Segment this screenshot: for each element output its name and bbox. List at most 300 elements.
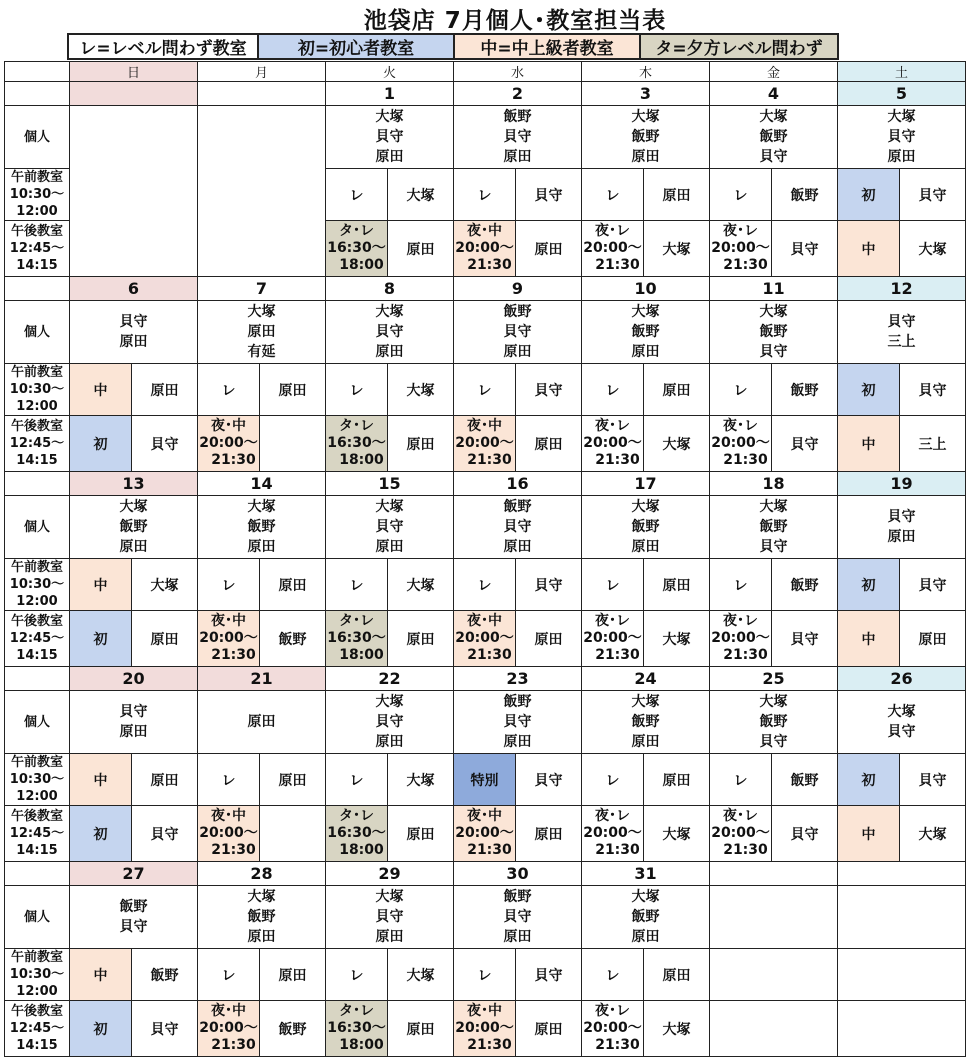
personal-staff-name: 貝守 — [887, 314, 916, 330]
pm-class-staff: 大塚 — [644, 806, 710, 862]
pm-class-code — [454, 416, 516, 472]
pm-class-code — [582, 1001, 644, 1057]
am-class-code: 中 — [70, 364, 132, 416]
row-label-personal: 個人 — [5, 301, 70, 364]
pm-class-start: 20:00～ — [455, 435, 514, 451]
date-number: 17 — [582, 472, 710, 496]
personal-staff — [838, 106, 966, 169]
personal-staff-name: 原田 — [503, 929, 532, 945]
weekday-header: 木 — [582, 62, 710, 82]
pm-class-start: 20:00～ — [583, 435, 642, 451]
am-class-code: レ — [198, 949, 260, 1001]
date-number: 7 — [198, 277, 326, 301]
personal-staff-name: 貝守 — [887, 509, 916, 525]
pm-class-code — [710, 806, 772, 862]
am-class-staff: 大塚 — [388, 949, 454, 1001]
am-class-code: レ — [326, 754, 388, 806]
pm-class-type: 夜･中 — [467, 1003, 502, 1019]
date-number: 6 — [70, 277, 198, 301]
row-label-pm-pm_time1: 12:45～ — [9, 436, 65, 451]
pm-class-end: 21:30 — [467, 842, 512, 858]
pm-class-start: 20:00～ — [455, 825, 514, 841]
am-class-staff: 飯野 — [772, 754, 838, 806]
am-class-code: 初 — [838, 364, 900, 416]
am-class-code: 初 — [838, 559, 900, 611]
personal-staff — [326, 691, 454, 754]
personal-staff-name: 飯野 — [631, 519, 660, 535]
personal-staff-name: 原田 — [503, 539, 532, 555]
pm-class-start: 20:00～ — [455, 1020, 514, 1036]
pm-class-code — [582, 806, 644, 862]
pm-class-staff: 大塚 — [900, 221, 966, 277]
personal-staff-name: 大塚 — [631, 694, 660, 710]
personal-staff-name: 大塚 — [887, 704, 916, 720]
personal-staff-name: 貝守 — [759, 734, 788, 750]
personal-staff — [70, 301, 198, 364]
personal-staff-name: 貝守 — [887, 129, 916, 145]
personal-staff-name: 貝守 — [375, 714, 404, 730]
personal-staff-name: 大塚 — [375, 889, 404, 905]
pm-class-code — [198, 806, 260, 862]
am-class-staff: 貝守 — [900, 754, 966, 806]
personal-staff-name: 貝守 — [375, 519, 404, 535]
pm-class-end: 21:30 — [211, 452, 256, 468]
pm-class-staff: 原田 — [516, 221, 582, 277]
personal-staff-name: 原田 — [119, 334, 148, 350]
personal-staff-name: 飯野 — [503, 694, 532, 710]
weekday-header: 日 — [70, 62, 198, 82]
am-class-code: レ — [582, 754, 644, 806]
row-label-pm — [5, 221, 70, 277]
personal-staff — [582, 301, 710, 364]
pm-class-code — [582, 221, 644, 277]
row-label-am-am_time1: 10:30～ — [9, 577, 65, 592]
pm-class-code: 初 — [70, 611, 132, 667]
row-label-pm-pm_time1: 12:45～ — [9, 631, 65, 646]
personal-staff-name: 飯野 — [631, 129, 660, 145]
am-class-code: 初 — [838, 169, 900, 221]
personal-staff-name: 大塚 — [375, 304, 404, 320]
am-class-staff: 飯野 — [132, 949, 198, 1001]
pm-class-type: 夜･中 — [467, 418, 502, 434]
row-label-am — [5, 169, 70, 221]
personal-staff-name: 貝守 — [887, 724, 916, 740]
pm-class-code — [326, 416, 388, 472]
pm-class-staff: 原田 — [388, 1001, 454, 1057]
date-number: 16 — [454, 472, 582, 496]
pm-class-code — [198, 611, 260, 667]
personal-staff-name: 貝守 — [119, 314, 148, 330]
personal-staff-name: 飯野 — [631, 324, 660, 340]
am-class-code: レ — [454, 364, 516, 416]
pm-class-start: 16:30～ — [327, 1020, 386, 1036]
pm-class-code — [326, 1001, 388, 1057]
am-class-code: 中 — [70, 559, 132, 611]
pm-class-end: 18:00 — [339, 1037, 384, 1053]
am-class-staff: 大塚 — [388, 754, 454, 806]
pm-class-code — [454, 611, 516, 667]
personal-staff-name: 貝守 — [503, 714, 532, 730]
legend-level-any: レ=レベル問わず教室 — [69, 35, 259, 58]
row-label-am-am_title: 午前教室 — [10, 950, 63, 965]
pm-class-end: 21:30 — [211, 1037, 256, 1053]
date-number: 19 — [838, 472, 966, 496]
row-label-personal: 個人 — [5, 106, 70, 169]
personal-staff-name: 原田 — [119, 724, 148, 740]
header-corner — [5, 62, 70, 82]
pm-class-end: 21:30 — [211, 842, 256, 858]
empty-cell — [710, 949, 838, 1001]
pm-class-end: 21:30 — [595, 257, 640, 273]
pm-class-staff: 貝守 — [772, 806, 838, 862]
row-label-pm-pm_title: 午後教室 — [10, 614, 63, 629]
pm-class-staff — [260, 806, 326, 862]
pm-class-staff: 原田 — [388, 221, 454, 277]
pm-class-start: 16:30～ — [327, 630, 386, 646]
row-label-personal: 個人 — [5, 886, 70, 949]
pm-class-end: 21:30 — [467, 452, 512, 468]
pm-class-type: 夜･中 — [211, 418, 246, 434]
am-class-staff: 原田 — [644, 754, 710, 806]
am-class-code: レ — [198, 559, 260, 611]
personal-staff-name: 原田 — [503, 344, 532, 360]
date-number: 27 — [70, 862, 198, 886]
pm-class-end: 21:30 — [595, 452, 640, 468]
pm-class-type: 夜･レ — [723, 613, 758, 629]
pm-class-end: 21:30 — [595, 1037, 640, 1053]
empty-cell — [838, 949, 966, 1001]
date-number: 1 — [326, 82, 454, 106]
am-class-staff: 原田 — [260, 559, 326, 611]
pm-class-end: 21:30 — [595, 647, 640, 663]
am-class-code: 中 — [70, 754, 132, 806]
date-number: 21 — [198, 667, 326, 691]
pm-class-type: 夜･レ — [723, 418, 758, 434]
pm-class-end: 21:30 — [723, 842, 768, 858]
row-label-am-am_title: 午前教室 — [10, 170, 63, 185]
pm-class-start: 16:30～ — [327, 435, 386, 451]
row-label-pm — [5, 1001, 70, 1057]
row-label-date — [5, 667, 70, 691]
pm-class-staff: 原田 — [388, 611, 454, 667]
pm-class-start: 20:00～ — [711, 240, 770, 256]
personal-staff-name: 大塚 — [375, 109, 404, 125]
empty-cell — [838, 886, 966, 949]
pm-class-end: 21:30 — [467, 1037, 512, 1053]
personal-staff — [838, 301, 966, 364]
am-class-staff: 大塚 — [388, 364, 454, 416]
pm-class-code — [710, 416, 772, 472]
am-class-code: レ — [582, 949, 644, 1001]
personal-staff-name: 飯野 — [503, 499, 532, 515]
personal-staff-name: 原田 — [503, 734, 532, 750]
personal-staff-name: 飯野 — [759, 129, 788, 145]
row-label-am-am_time1: 10:30～ — [9, 187, 65, 202]
personal-staff-name: 大塚 — [119, 499, 148, 515]
am-class-staff: 貝守 — [516, 169, 582, 221]
row-label-date — [5, 472, 70, 496]
am-class-code: レ — [582, 559, 644, 611]
row-label-am-am_time2: 12:00 — [16, 789, 58, 804]
pm-class-start: 20:00～ — [199, 435, 258, 451]
personal-staff-name: 原田 — [375, 929, 404, 945]
pm-class-end: 21:30 — [723, 257, 768, 273]
am-class-code: レ — [582, 169, 644, 221]
date-number: 26 — [838, 667, 966, 691]
empty-cell — [710, 886, 838, 949]
personal-staff-name: 原田 — [631, 344, 660, 360]
personal-staff-name: 大塚 — [247, 499, 276, 515]
personal-staff — [326, 106, 454, 169]
pm-class-type: 夜･中 — [467, 613, 502, 629]
personal-staff — [582, 106, 710, 169]
pm-class-code — [454, 1001, 516, 1057]
personal-staff-name: 貝守 — [375, 909, 404, 925]
am-class-staff: 大塚 — [132, 559, 198, 611]
date-number: 25 — [710, 667, 838, 691]
legend-evening: タ=夕方レベル問わず — [641, 35, 837, 58]
personal-staff-name: 貝守 — [759, 149, 788, 165]
pm-class-end: 21:30 — [467, 257, 512, 273]
am-class-staff: 飯野 — [772, 364, 838, 416]
personal-staff-name: 原田 — [631, 149, 660, 165]
row-label-pm-pm_title: 午後教室 — [10, 809, 63, 824]
pm-class-type: 夜･レ — [723, 808, 758, 824]
date-number: 29 — [326, 862, 454, 886]
pm-class-staff: 三上 — [900, 416, 966, 472]
pm-class-code — [326, 221, 388, 277]
pm-class-code: 中 — [838, 611, 900, 667]
personal-staff — [710, 496, 838, 559]
pm-class-staff: 飯野 — [260, 611, 326, 667]
personal-staff-name: 飯野 — [503, 109, 532, 125]
personal-staff-name: 原田 — [375, 539, 404, 555]
row-label-pm-pm_time2: 14:15 — [16, 648, 58, 663]
pm-class-type: 夜･レ — [595, 613, 630, 629]
personal-staff-name: 有延 — [247, 344, 276, 360]
pm-class-code — [710, 611, 772, 667]
personal-staff-name: 原田 — [247, 324, 276, 340]
row-label-am — [5, 364, 70, 416]
personal-staff-name: 飯野 — [759, 714, 788, 730]
pm-class-staff — [260, 416, 326, 472]
weekday-header: 火 — [326, 62, 454, 82]
pm-class-code — [710, 221, 772, 277]
empty-cell — [838, 862, 966, 886]
row-label-pm-pm_time2: 14:15 — [16, 453, 58, 468]
personal-staff-name: 三上 — [887, 334, 916, 350]
personal-staff-name: 貝守 — [503, 519, 532, 535]
personal-staff — [710, 691, 838, 754]
am-class-code: レ — [454, 169, 516, 221]
row-label-am-am_title: 午前教室 — [10, 365, 63, 380]
legend-advanced: 中=中上級者教室 — [455, 35, 641, 58]
pm-class-staff: 貝守 — [772, 611, 838, 667]
personal-staff — [838, 496, 966, 559]
personal-staff-name: 貝守 — [119, 919, 148, 935]
row-label-am-am_title: 午前教室 — [10, 755, 63, 770]
am-class-staff: 貝守 — [900, 364, 966, 416]
pm-class-code — [198, 416, 260, 472]
am-class-code: レ — [710, 754, 772, 806]
row-label-am-am_time2: 12:00 — [16, 399, 58, 414]
date-number: 11 — [710, 277, 838, 301]
pm-class-type: 夜･レ — [595, 223, 630, 239]
personal-staff-name: 飯野 — [631, 714, 660, 730]
personal-staff-name: 飯野 — [631, 909, 660, 925]
pm-class-staff: 原田 — [132, 611, 198, 667]
pm-class-start: 20:00～ — [583, 1020, 642, 1036]
pm-class-end: 18:00 — [339, 257, 384, 273]
row-label-pm-pm_title: 午後教室 — [10, 224, 63, 239]
pm-class-staff: 原田 — [900, 611, 966, 667]
pm-class-code: 初 — [70, 1001, 132, 1057]
row-label-pm-pm_time2: 14:15 — [16, 258, 58, 273]
pm-class-start: 16:30～ — [327, 240, 386, 256]
pm-class-code: 中 — [838, 416, 900, 472]
pm-class-staff: 飯野 — [260, 1001, 326, 1057]
pm-class-staff: 貝守 — [132, 806, 198, 862]
date-number: 15 — [326, 472, 454, 496]
personal-staff — [70, 496, 198, 559]
am-class-staff: 貝守 — [900, 169, 966, 221]
date-number: 2 — [454, 82, 582, 106]
date-number: 20 — [70, 667, 198, 691]
pm-class-type: タ･レ — [339, 418, 374, 434]
pm-class-end: 21:30 — [467, 647, 512, 663]
personal-staff — [454, 301, 582, 364]
row-label-am — [5, 754, 70, 806]
row-label-am-am_title: 午前教室 — [10, 560, 63, 575]
personal-staff-name: 原田 — [503, 149, 532, 165]
am-class-code: 中 — [70, 949, 132, 1001]
date-number: 9 — [454, 277, 582, 301]
personal-staff — [454, 496, 582, 559]
pm-class-start: 20:00～ — [711, 825, 770, 841]
pm-class-type: 夜･中 — [467, 223, 502, 239]
pm-class-start: 20:00～ — [711, 630, 770, 646]
am-class-code: レ — [710, 364, 772, 416]
pm-class-end: 18:00 — [339, 452, 384, 468]
personal-staff-name: 大塚 — [759, 499, 788, 515]
pm-class-type: 夜･レ — [723, 223, 758, 239]
personal-staff-name: 原田 — [887, 529, 916, 545]
personal-staff-name: 飯野 — [759, 324, 788, 340]
date-number: 14 — [198, 472, 326, 496]
am-class-code: レ — [326, 949, 388, 1001]
am-class-code: レ — [198, 754, 260, 806]
personal-staff-name: 貝守 — [375, 324, 404, 340]
personal-staff-name: 貝守 — [503, 909, 532, 925]
date-number: 12 — [838, 277, 966, 301]
personal-staff — [454, 691, 582, 754]
pm-class-start: 20:00～ — [583, 630, 642, 646]
date-number: 10 — [582, 277, 710, 301]
pm-class-staff: 貝守 — [132, 1001, 198, 1057]
legend-beginner: 初=初心者教室 — [259, 35, 455, 58]
personal-staff-name: 大塚 — [759, 304, 788, 320]
pm-class-staff: 原田 — [516, 611, 582, 667]
personal-staff-name: 原田 — [119, 539, 148, 555]
pm-class-end: 18:00 — [339, 842, 384, 858]
personal-staff-name: 飯野 — [247, 519, 276, 535]
am-class-staff: 飯野 — [772, 169, 838, 221]
date-number: 3 — [582, 82, 710, 106]
weekday-header: 水 — [454, 62, 582, 82]
personal-staff — [198, 301, 326, 364]
pm-class-code: 中 — [838, 221, 900, 277]
am-class-staff: 貝守 — [516, 754, 582, 806]
empty-cell — [838, 1001, 966, 1057]
pm-class-start: 20:00～ — [199, 1020, 258, 1036]
am-class-staff: 原田 — [132, 754, 198, 806]
pm-class-code — [326, 611, 388, 667]
personal-staff-name: 大塚 — [759, 109, 788, 125]
pm-class-staff: 貝守 — [132, 416, 198, 472]
row-label-am — [5, 949, 70, 1001]
weekday-header: 土 — [838, 62, 966, 82]
personal-staff — [70, 886, 198, 949]
pm-class-staff: 貝守 — [772, 416, 838, 472]
date-number: 24 — [582, 667, 710, 691]
pm-class-end: 21:30 — [211, 647, 256, 663]
row-label-personal: 個人 — [5, 691, 70, 754]
am-class-staff: 飯野 — [772, 559, 838, 611]
pm-class-type: タ･レ — [339, 808, 374, 824]
personal-staff — [198, 496, 326, 559]
am-class-staff: 原田 — [260, 754, 326, 806]
row-label-date — [5, 277, 70, 301]
am-class-code: レ — [582, 364, 644, 416]
am-class-staff: 貝守 — [900, 559, 966, 611]
pm-class-start: 20:00～ — [455, 630, 514, 646]
pm-class-staff: 原田 — [516, 416, 582, 472]
date-number: 22 — [326, 667, 454, 691]
empty-day-cell — [70, 106, 198, 277]
pm-class-code — [582, 416, 644, 472]
row-label-date — [5, 82, 70, 106]
pm-class-code: 初 — [70, 416, 132, 472]
personal-staff-name: 原田 — [375, 734, 404, 750]
date-number: 4 — [710, 82, 838, 106]
pm-class-end: 21:30 — [723, 452, 768, 468]
am-class-code: レ — [326, 364, 388, 416]
am-class-staff: 貝守 — [516, 364, 582, 416]
pm-class-type: 夜･中 — [211, 1003, 246, 1019]
row-label-pm-pm_time2: 14:15 — [16, 1038, 58, 1053]
am-class-code: レ — [710, 169, 772, 221]
personal-staff-name: 大塚 — [887, 109, 916, 125]
personal-staff — [710, 106, 838, 169]
personal-staff-name: 原田 — [247, 714, 276, 730]
page-title: 池袋店 7月個人･教室担当表 — [363, 8, 667, 34]
pm-class-code — [582, 611, 644, 667]
pm-class-start: 20:00～ — [583, 825, 642, 841]
date-number: 23 — [454, 667, 582, 691]
personal-staff — [326, 496, 454, 559]
pm-class-type: 夜･レ — [595, 418, 630, 434]
am-class-code: レ — [326, 169, 388, 221]
personal-staff-name: 原田 — [375, 149, 404, 165]
row-label-pm-pm_time1: 12:45～ — [9, 241, 65, 256]
date-cell-empty — [70, 82, 198, 106]
row-label-am-am_time1: 10:30～ — [9, 967, 65, 982]
personal-staff-name: 原田 — [631, 929, 660, 945]
pm-class-start: 20:00～ — [199, 825, 258, 841]
am-class-staff: 原田 — [644, 364, 710, 416]
personal-staff-name: 大塚 — [375, 499, 404, 515]
row-label-pm-pm_time2: 14:15 — [16, 843, 58, 858]
